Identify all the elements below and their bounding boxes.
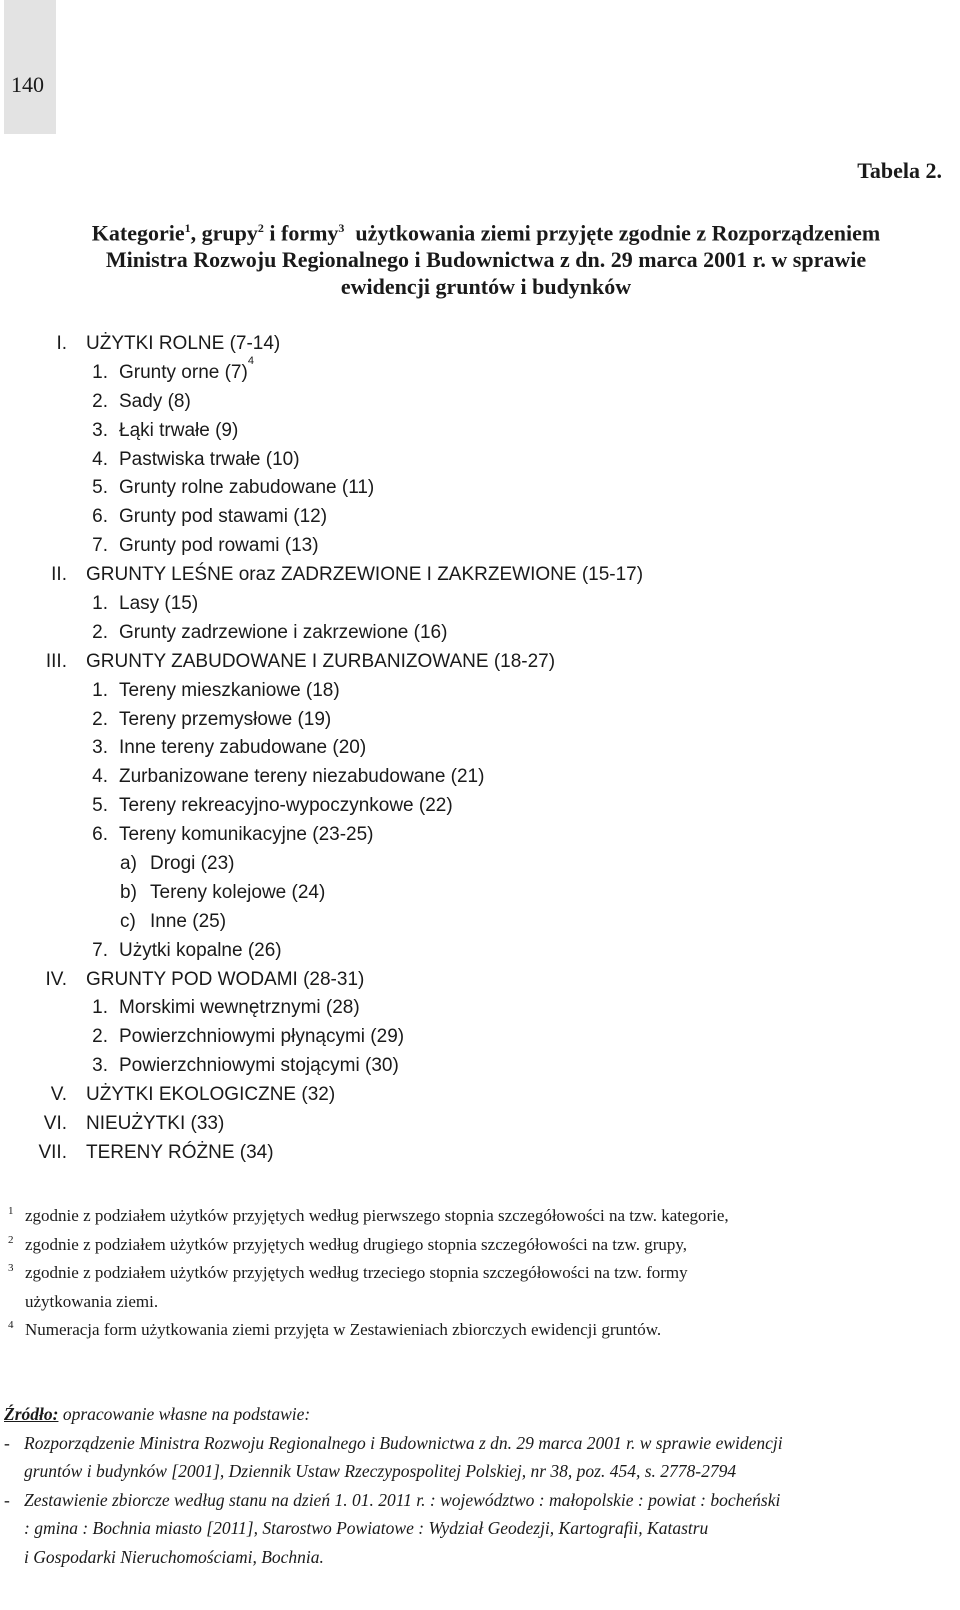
footnote: [0, 1259, 960, 1288]
list-item-text: [119, 532, 319, 561]
footnote-ref: 2: [257, 221, 264, 235]
list-item-label: GRUNTY POD WODAMI (28-31): [86, 968, 365, 990]
list-item: [0, 417, 960, 446]
footnote-ref: 4: [247, 354, 254, 367]
list-item-text: [119, 994, 360, 1023]
list-item-text: [86, 1081, 335, 1110]
footnote: [0, 1316, 960, 1345]
source-text: gruntów i budynków [2001], Dziennik Ustaw Rzeczypospolitej Polskiej, nr 38, poz. 454, s. 2778-2794: [24, 1461, 737, 1481]
list-item: [0, 706, 960, 735]
list-item-label: Tereny przemysłowe (19): [119, 708, 332, 730]
list-item-text: [119, 590, 198, 619]
list-item-number: II.: [51, 564, 67, 586]
list-item-number: 2.: [92, 621, 108, 643]
footnote-text: zgodnie z podziałem użytków przyjętych według drugiego stopnia szczegółowości na tzw. grupy,: [25, 1234, 688, 1254]
footnote-ref: 1: [184, 221, 191, 235]
source-line: [4, 1486, 954, 1515]
footnotes: [0, 1202, 960, 1345]
list-item: [0, 388, 960, 417]
list-item-number: IV.: [45, 968, 67, 990]
list-item-text: [150, 850, 234, 879]
source-text: Zestawienie zbiorcze według stanu na dzień 1. 01. 2011 r. : województwo : małopolskie : powiat : bocheński: [24, 1489, 781, 1510]
list-item: [0, 1023, 960, 1052]
list-item-number: VII.: [38, 1141, 67, 1163]
list-item-number: 3.: [92, 1055, 108, 1077]
footnote-mark: 1: [8, 1205, 14, 1217]
list-item: [0, 561, 960, 590]
list-item-number: 3.: [92, 737, 108, 759]
list-item-number: 4.: [92, 448, 108, 470]
footnote-mark: 3: [8, 1262, 14, 1274]
list-item-number: V.: [50, 1084, 67, 1106]
list-item-text: [119, 1052, 399, 1081]
title-segment: użytkowania ziemi przyjęte zgodnie z Rozporządzeniem: [344, 220, 881, 246]
list-item-text: [119, 677, 340, 706]
list-item-label: UŻYTKI EKOLOGICZNE (32): [86, 1084, 336, 1106]
list-item-text: [119, 734, 366, 763]
list-item: [0, 1081, 960, 1110]
list-item-text: [150, 879, 325, 908]
list-item: [0, 474, 960, 503]
list-item: [0, 937, 960, 966]
footnote-ref: 3: [338, 221, 345, 235]
list-item-number: 2.: [92, 1026, 108, 1048]
list-item-label: UŻYTKI ROLNE (7-14): [86, 333, 281, 354]
list-item: [0, 879, 960, 908]
title-segment: Kategorie: [91, 220, 185, 246]
table-title: [20, 215, 952, 300]
footnote: [0, 1202, 960, 1231]
list-item-text: [150, 908, 226, 937]
list-item-text: [119, 474, 374, 503]
list-item-text: [86, 1139, 274, 1168]
list-item-label: Morskimi wewnętrznymi (28): [119, 997, 360, 1019]
list-item-label: Grunty pod stawami (12): [119, 506, 328, 528]
list-item-text: [119, 354, 254, 388]
list-item-label: Inne (25): [150, 910, 227, 932]
list-item-text: [86, 966, 364, 995]
list-item-text: [86, 648, 555, 677]
list-item-label: Tereny kolejowe (24): [150, 881, 326, 903]
list-item-number: 7.: [92, 939, 108, 961]
source-section: [4, 1400, 954, 1571]
land-use-category-list: [0, 330, 960, 1168]
list-item-text: [119, 706, 331, 735]
list-item-number: I.: [56, 333, 67, 354]
list-item-number: 7.: [92, 535, 108, 557]
list-item-text: [119, 1023, 404, 1052]
list-item-label: Tereny rekreacyjno-wypoczynkowe (22): [119, 795, 453, 817]
list-item: [0, 648, 960, 677]
title-line-1: [20, 215, 952, 246]
source-text: Rozporządzenie Ministra Rozwoju Regionalnego i Budownictwa z dn. 29 marca 2001 r. w sprawie ewidencji: [24, 1432, 783, 1453]
list-item: [0, 532, 960, 561]
source-text: : gmina : Bochnia miasto [2011], Starostwo Powiatowe : Wydział Geodezji, Kartografii, Katastru: [24, 1518, 709, 1538]
title-line-3: ewidencji gruntów i budynków: [340, 274, 632, 300]
footnote: [0, 1231, 960, 1260]
list-item: [0, 966, 960, 995]
source-label: Źródło:: [4, 1404, 59, 1424]
source-dash: -: [4, 1432, 10, 1453]
footnote: [0, 1288, 960, 1317]
list-item: [0, 1139, 960, 1168]
list-item: [0, 1110, 960, 1139]
list-item-text: [119, 763, 484, 792]
list-item-text: [119, 503, 327, 532]
list-item-text: [119, 446, 300, 475]
list-item-number: 5.: [92, 477, 108, 499]
list-item-text: [119, 792, 453, 821]
list-item-text: [119, 388, 191, 417]
list-item: [0, 734, 960, 763]
source-header: [4, 1400, 954, 1429]
list-item-label: TERENY RÓŻNE (34): [86, 1141, 274, 1163]
list-item-number: III.: [45, 650, 67, 672]
list-item: [0, 994, 960, 1023]
list-item: [0, 503, 960, 532]
list-item: [0, 792, 960, 821]
list-item-label: Tereny mieszkaniowe (18): [119, 679, 340, 701]
list-item: [0, 763, 960, 792]
source-intro: opracowanie własne na podstawie:: [58, 1404, 311, 1424]
table-label: Tabela 2.: [857, 158, 942, 183]
list-item-label: Powierzchniowymi stojącymi (30): [119, 1055, 399, 1077]
list-item-label: Grunty orne (7): [119, 361, 248, 383]
source-lines: [4, 1429, 954, 1572]
list-item-label: Zurbanizowane tereny niezabudowane (21): [119, 766, 485, 788]
list-item-label: Pastwiska trwałe (10): [119, 448, 300, 470]
title-segment: i formy: [263, 220, 339, 246]
list-item-label: Drogi (23): [150, 853, 235, 875]
list-item-text: [119, 619, 447, 648]
footnote-text: zgodnie z podziałem użytków przyjętych według trzeciego stopnia szczegółowości na tzw. formy: [25, 1263, 688, 1282]
page-number: 140: [11, 72, 44, 97]
list-item-number: VI.: [43, 1113, 67, 1135]
list-item: [0, 619, 960, 648]
list-item: [0, 821, 960, 850]
list-item-label: Łąki trwałe (9): [119, 419, 239, 441]
list-item-label: GRUNTY LEŚNE oraz ZADRZEWIONE I ZAKRZEWIONE (15-17): [86, 564, 644, 586]
list-item-label: Grunty zadrzewione i zakrzewione (16): [119, 621, 448, 643]
list-item: [0, 354, 960, 388]
list-item-number: a): [120, 853, 137, 875]
title-line-2: Ministra Rozwoju Regionalnego i Budownictwa z dn. 29 marca 2001 r. w sprawie: [105, 247, 867, 273]
list-item-number: 2.: [92, 390, 108, 412]
list-item-text: [119, 821, 374, 850]
footnote-text: zgodnie z podziałem użytków przyjętych według pierwszego stopnia szczegółowości na tzw. kategorie,: [25, 1206, 729, 1225]
list-item-label: Inne tereny zabudowane (20): [119, 737, 367, 759]
list-item-text: [86, 1110, 224, 1139]
list-item-number: 4.: [92, 766, 108, 788]
list-item-label: GRUNTY ZABUDOWANE I ZURBANIZOWANE (18-27): [86, 650, 556, 672]
list-item-number: 5.: [92, 795, 108, 817]
list-item-number: 2.: [92, 708, 108, 730]
list-item-number: c): [120, 910, 136, 932]
list-item: [0, 330, 960, 359]
source-line: [4, 1457, 954, 1486]
source-text: i Gospodarki Nieruchomościami, Bochnia.: [24, 1546, 324, 1567]
list-item: [0, 1052, 960, 1081]
list-item-label: Powierzchniowymi płynącymi (29): [119, 1026, 405, 1048]
list-item-label: Tereny komunikacyjne (23-25): [119, 824, 374, 846]
list-item-text: [119, 937, 282, 966]
list-item-label: Grunty pod rowami (13): [119, 535, 319, 557]
source-line: [4, 1543, 954, 1572]
footnote-text: Numeracja form użytkowania ziemi przyjęta w Zestawieniach zbiorczych ewidencji gruntów.: [25, 1320, 662, 1339]
list-item-label: Użytki kopalne (26): [119, 939, 282, 961]
list-item-label: Lasy (15): [119, 593, 199, 615]
list-item-number: 6.: [92, 824, 108, 846]
list-item-text: [119, 417, 238, 446]
footnote-text: użytkowania ziemi.: [25, 1291, 159, 1311]
page-number-box: [4, 0, 56, 134]
list-item-number: 1.: [92, 679, 108, 701]
source-line: [4, 1514, 954, 1543]
list-item-label: Grunty rolne zabudowane (11): [119, 477, 375, 499]
list-item: [0, 850, 960, 879]
source-dash: -: [4, 1489, 10, 1510]
list-item-number: 1.: [92, 361, 108, 383]
title-segment: , grupy: [190, 220, 258, 246]
list-item: [0, 446, 960, 475]
source-line: [4, 1429, 954, 1458]
list-item-number: b): [120, 881, 137, 903]
list-item-number: 1.: [92, 593, 108, 615]
list-item-number: 1.: [92, 997, 108, 1019]
list-item-number: 3.: [92, 419, 108, 441]
list-item: [0, 677, 960, 706]
list-item-label: Sady (8): [119, 390, 191, 412]
footnote-mark: 4: [8, 1319, 14, 1331]
list-item: [0, 590, 960, 619]
list-item-text: [86, 561, 643, 590]
footnote-mark: 2: [8, 1233, 14, 1246]
list-item-number: 6.: [92, 506, 108, 528]
list-item-label: NIEUŻYTKI (33): [86, 1113, 225, 1135]
list-item: [0, 908, 960, 937]
